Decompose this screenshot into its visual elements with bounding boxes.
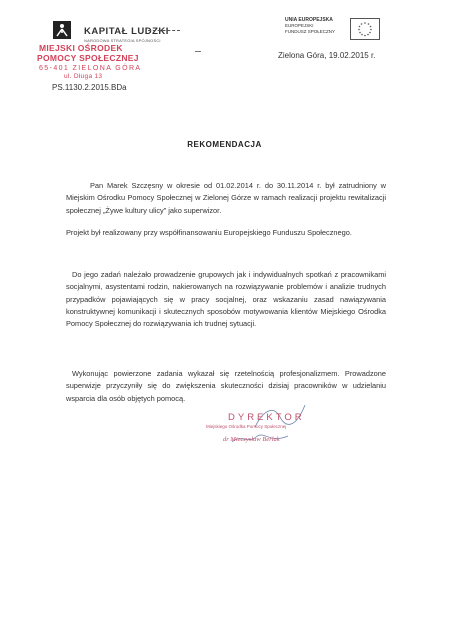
document-date: Zielona Góra, 19.02.2015 r.	[278, 51, 376, 60]
reference-number: PS.1130.2.2015.BDa	[52, 83, 127, 92]
eu-flag-icon	[350, 18, 380, 40]
paragraph-employment-text: Pan Marek Szczęsny w okresie od 01.02.2014 r. do 30.11.2014 r. był zatrudniony w Miejskim Ośrodku Pomocy Społecznej w Zielonej Górze w ramach realizacji projektu rewitalizacji społecznej „Żywe kultury ulicy” jako superwizor.	[66, 181, 386, 215]
signature-name: dr Mieczysław Berlak	[223, 436, 280, 443]
paragraph-evaluation	[66, 368, 386, 405]
stamp-line-4: ul. Długa 13	[64, 73, 103, 80]
eu-label-line-2: EUROPEJSKI	[285, 23, 314, 29]
eu-label-line-1: UNIA EUROPEJSKA	[285, 17, 333, 23]
kapital-ludzki-title: KAPITAŁ LUDZKI	[84, 26, 169, 37]
stamp-line-3: 65-401 ZIELONA GÓRA	[39, 65, 142, 72]
signature-organization: Miejskiego Ośrodka Pomocy Społecznej	[206, 424, 287, 429]
paragraph-employment	[66, 180, 386, 217]
paragraph-duties	[66, 269, 386, 330]
paragraph-duties-text: Do jego zadań należało prowadzenie grupowych jak i indywidualnych spotkań z pracownikami socjalnymi, asystentami rodzin, nakierowanych na rozwiązywanie problemów i analizie trudnych przypadków pojawiających się w pracy socjalnej, oraz wskazaniu zasad nawiązywania konstruktywnej komunikacji i skutecznych sposobów motywowania klientów Miejskiego Ośrodka Pomocy Społecznej do rozwiązywania ich trudnej sytuacji.	[66, 270, 386, 329]
signature-title: DYREKTOR	[228, 412, 305, 423]
eu-label-line-3: FUNDUSZ SPOŁECZNY	[285, 28, 336, 34]
kapital-ludzki-logo-icon	[53, 21, 71, 39]
kapital-ludzki-subtitle: NARODOWA STRATEGIA SPÓJNOŚCI	[84, 38, 161, 43]
header-dash	[148, 30, 180, 31]
mark-dash	[195, 51, 201, 52]
document-title: REKOMENDACJA	[187, 140, 262, 149]
stamp-line-2: POMOCY SPOŁECZNEJ	[37, 53, 139, 63]
paragraph-funding	[66, 227, 386, 239]
eu-label	[285, 17, 335, 35]
paragraph-funding-text: Projekt był realizowany przy współfinansowaniu Europejskiego Funduszu Społecznego.	[66, 228, 352, 237]
stamp-line-1: MIEJSKI OŚRODEK	[39, 43, 123, 53]
paragraph-evaluation-text: Wykonując powierzone zadania wykazał się rzetelnością profesjonalizmem. Prowadzone superwizje przyczyniły się do zwiększenia skuteczności dzisiaj pracowników w udzielaniu wsparcia dla osób objętych pomocą.	[66, 369, 386, 403]
